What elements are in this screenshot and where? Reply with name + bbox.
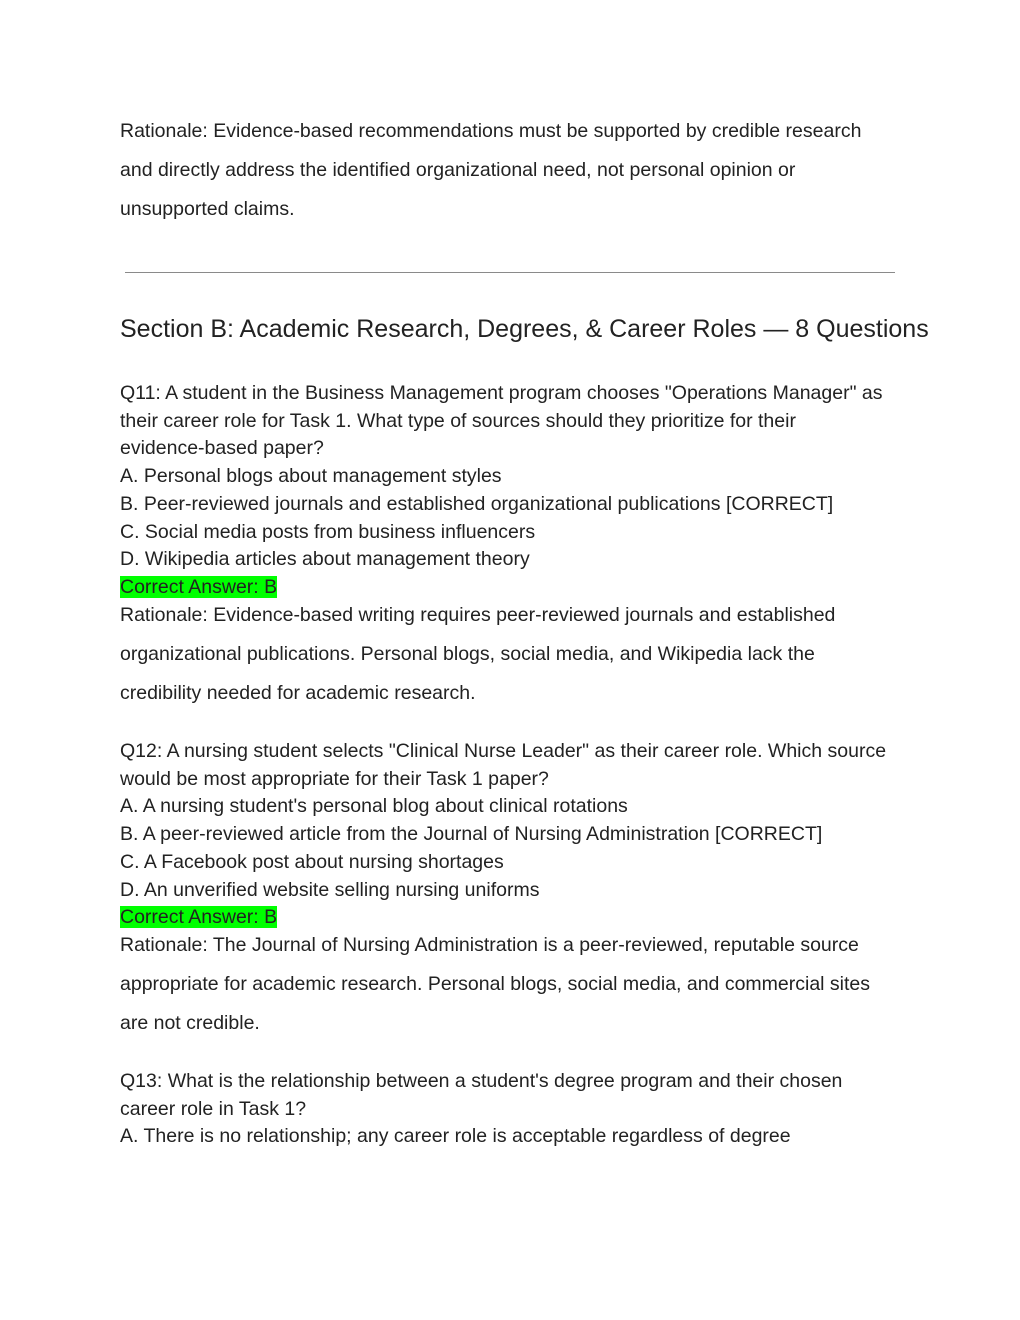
- question-text-line: Q11: A student in the Business Management program chooses "Operations Manager" as: [120, 382, 883, 404]
- answer-option-d: D. An unverified website selling nursing uniforms: [120, 878, 540, 901]
- answer-option-a: A. There is no relationship; any career role is acceptable regardless of degree: [120, 1125, 791, 1148]
- rationale-line: and directly address the identified organizational need, not personal opinion or: [120, 159, 796, 181]
- answer-option-a: A. A nursing student's personal blog about clinical rotations: [120, 795, 628, 818]
- answer-option-a: A. Personal blogs about management styles: [120, 465, 502, 488]
- question-q12: [120, 738, 910, 1043]
- section-title: Section B: Academic Research, Degrees, & Career Roles — 8 Questions: [120, 315, 929, 343]
- answer-option-b: B. A peer-reviewed article from the Journal of Nursing Administration [CORRECT]: [120, 823, 823, 846]
- question-text-line: Q12: A nursing student selects "Clinical Nurse Leader" as their career role. Which source: [120, 740, 887, 762]
- rationale-line: organizational publications. Personal blogs, social media, and Wikipedia lack the: [120, 642, 815, 665]
- answer-option-b: B. Peer-reviewed journals and established organizational publications [CORRECT]: [120, 492, 834, 515]
- answer-option-c: C. Social media posts from business influencers: [120, 520, 536, 543]
- rationale: [120, 596, 910, 713]
- horizontal-divider: [125, 272, 895, 273]
- rationale-line: are not credible.: [120, 1011, 260, 1034]
- correct-answer-highlight: Correct Answer: B: [120, 906, 278, 929]
- rationale-line: credibility needed for academic research.: [120, 681, 476, 704]
- question-q11: [120, 380, 910, 713]
- answer-option-d: D. Wikipedia articles about management theory: [120, 548, 530, 571]
- question-text-line: career role in Task 1?: [120, 1097, 307, 1120]
- rationale-line: Rationale: The Journal of Nursing Administration is a peer-reviewed, reputable source: [120, 933, 859, 956]
- rationale-line: unsupported claims.: [120, 198, 295, 220]
- top-rationale: [120, 112, 910, 229]
- answer-option-c: C. A Facebook post about nursing shortages: [120, 850, 504, 873]
- question-text-line: evidence-based paper?: [120, 437, 324, 460]
- question-text-line: would be most appropriate for their Task 1 paper?: [120, 767, 549, 790]
- rationale-line: appropriate for academic research. Personal blogs, social media, and commercial sites: [120, 972, 871, 995]
- rationale: [120, 926, 910, 1043]
- question-text-line: their career role for Task 1. What type of sources should they prioritize for their: [120, 409, 796, 432]
- question-q13: [120, 1068, 910, 1151]
- rationale-line: Rationale: Evidence-based writing requires peer-reviewed journals and established: [120, 603, 836, 626]
- correct-answer-highlight: Correct Answer: B: [120, 575, 278, 598]
- question-text-line: Q13: What is the relationship between a student's degree program and their chosen: [120, 1070, 843, 1092]
- rationale-line: Rationale: Evidence-based recommendations must be supported by credible research: [120, 120, 862, 142]
